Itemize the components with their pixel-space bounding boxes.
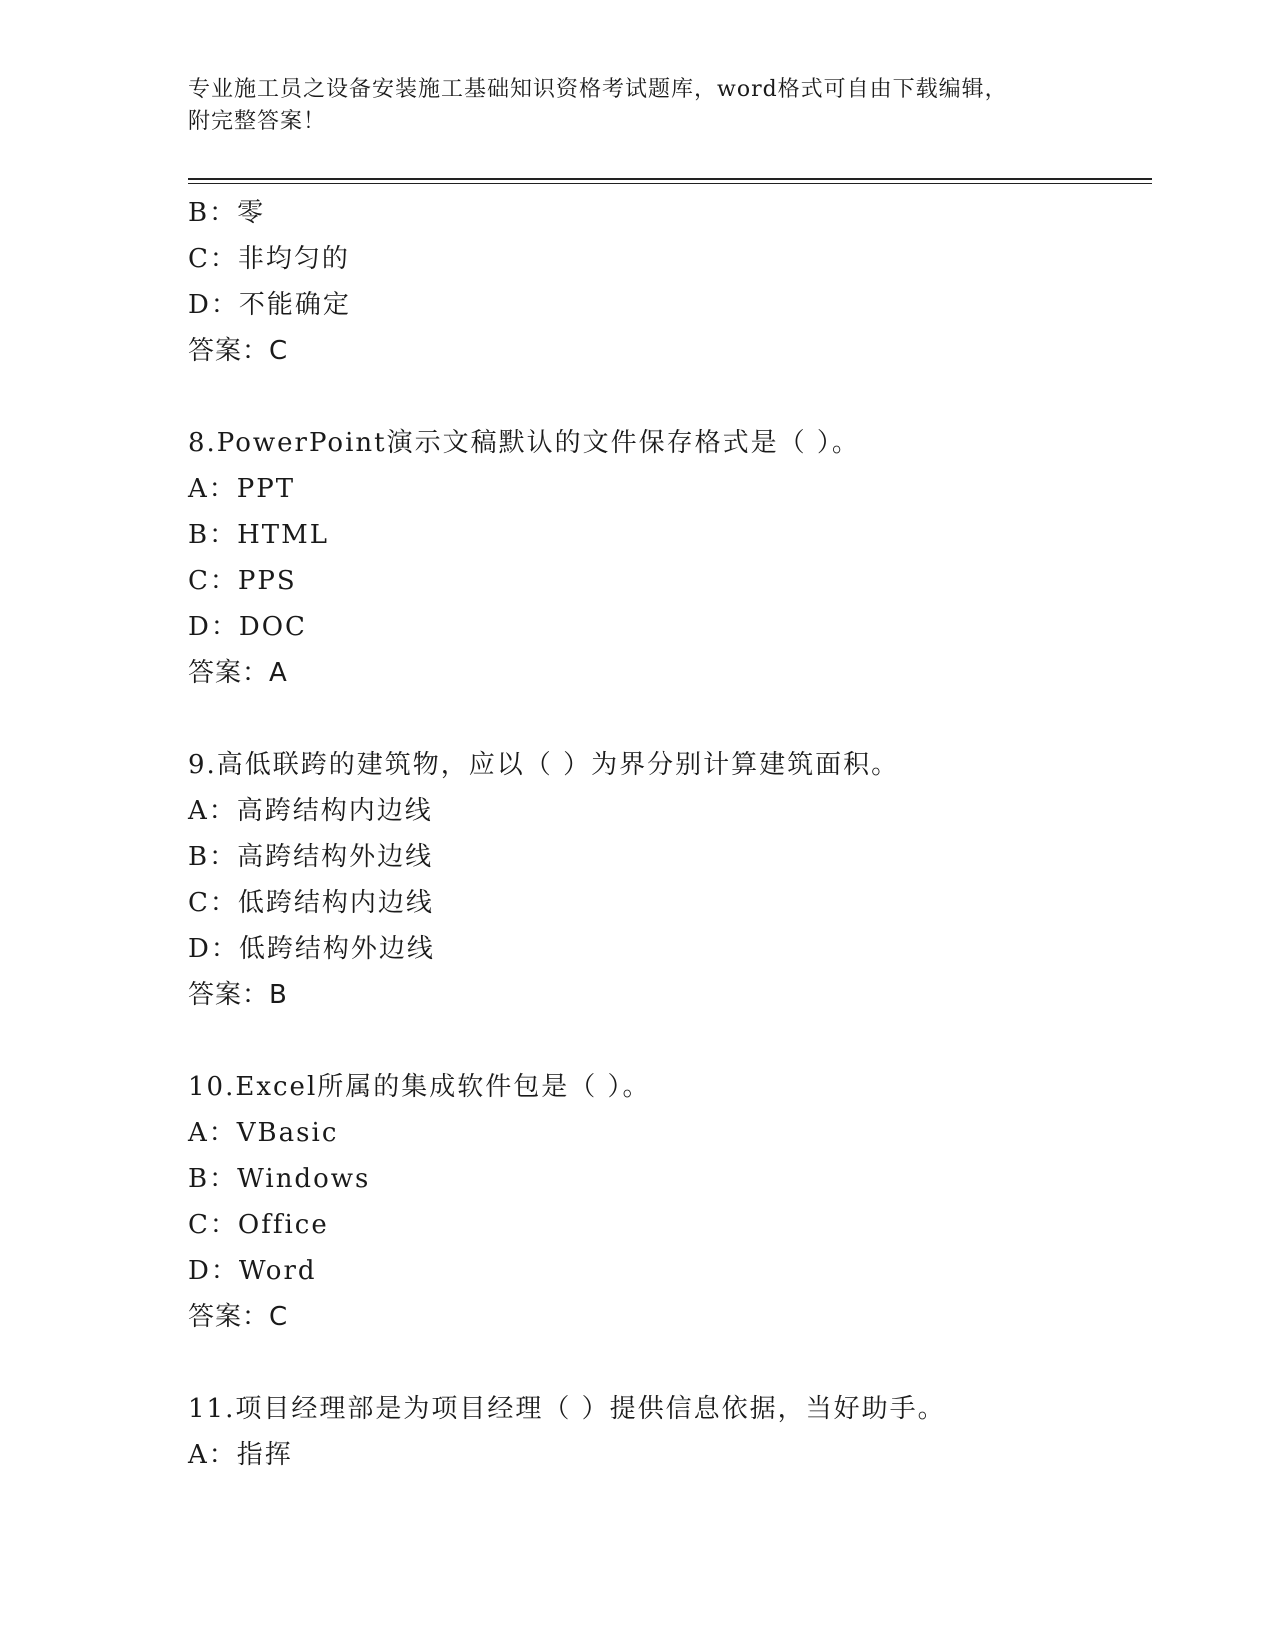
spacer xyxy=(188,1018,1148,1064)
spacer xyxy=(188,696,1148,742)
option-b: B：零 xyxy=(188,198,266,228)
option-d: D：Word xyxy=(188,1256,317,1286)
option-c: C：低跨结构内边线 xyxy=(188,888,434,918)
question-block-9 xyxy=(188,742,1148,1018)
answer-line: 答案：A xyxy=(188,658,288,688)
document-header xyxy=(188,74,1088,138)
spacer xyxy=(188,1340,1148,1386)
question-text: 9.高低联跨的建筑物，应以（ ）为界分别计算建筑面积。 xyxy=(188,750,900,780)
option-c: C：Office xyxy=(188,1210,329,1240)
option-b: B：HTML xyxy=(188,520,330,550)
option-c: C：PPS xyxy=(188,566,297,596)
option-d: D：低跨结构外边线 xyxy=(188,934,435,964)
option-a: A：PPT xyxy=(188,474,296,504)
question-block-10 xyxy=(188,1064,1148,1340)
option-a: A：VBasic xyxy=(188,1118,339,1148)
question-text: 11.项目经理部是为项目经理（ ）提供信息依据，当好助手。 xyxy=(188,1394,946,1424)
option-a: A：指挥 xyxy=(188,1440,293,1470)
option-b: B：高跨结构外边线 xyxy=(188,842,434,872)
question-text: 8.PowerPoint演示文稿默认的文件保存格式是（ ）。 xyxy=(188,428,860,458)
option-c: C：非均匀的 xyxy=(188,244,350,274)
question-block-continued xyxy=(188,190,1148,374)
option-b: B：Windows xyxy=(188,1164,371,1194)
question-block-8 xyxy=(188,420,1148,696)
question-block-11 xyxy=(188,1386,1148,1478)
answer-line: 答案：C xyxy=(188,1302,289,1332)
answer-line: 答案：B xyxy=(188,980,288,1010)
answer-line: 答案：C xyxy=(188,336,289,366)
spacer xyxy=(188,374,1148,420)
header-divider-thin xyxy=(188,183,1152,184)
header-line-1: 专业施工员之设备安装施工基础知识资格考试题库，word格式可自由下载编辑， xyxy=(188,77,1008,102)
question-text: 10.Excel所属的集成软件包是（ ）。 xyxy=(188,1072,651,1102)
option-d: D：不能确定 xyxy=(188,290,351,320)
option-a: A：高跨结构内边线 xyxy=(188,796,433,826)
header-line-2: 附完整答案！ xyxy=(188,109,327,134)
option-d: D：DOC xyxy=(188,612,307,642)
question-list xyxy=(188,190,1148,1478)
header-divider-thick xyxy=(188,178,1152,180)
